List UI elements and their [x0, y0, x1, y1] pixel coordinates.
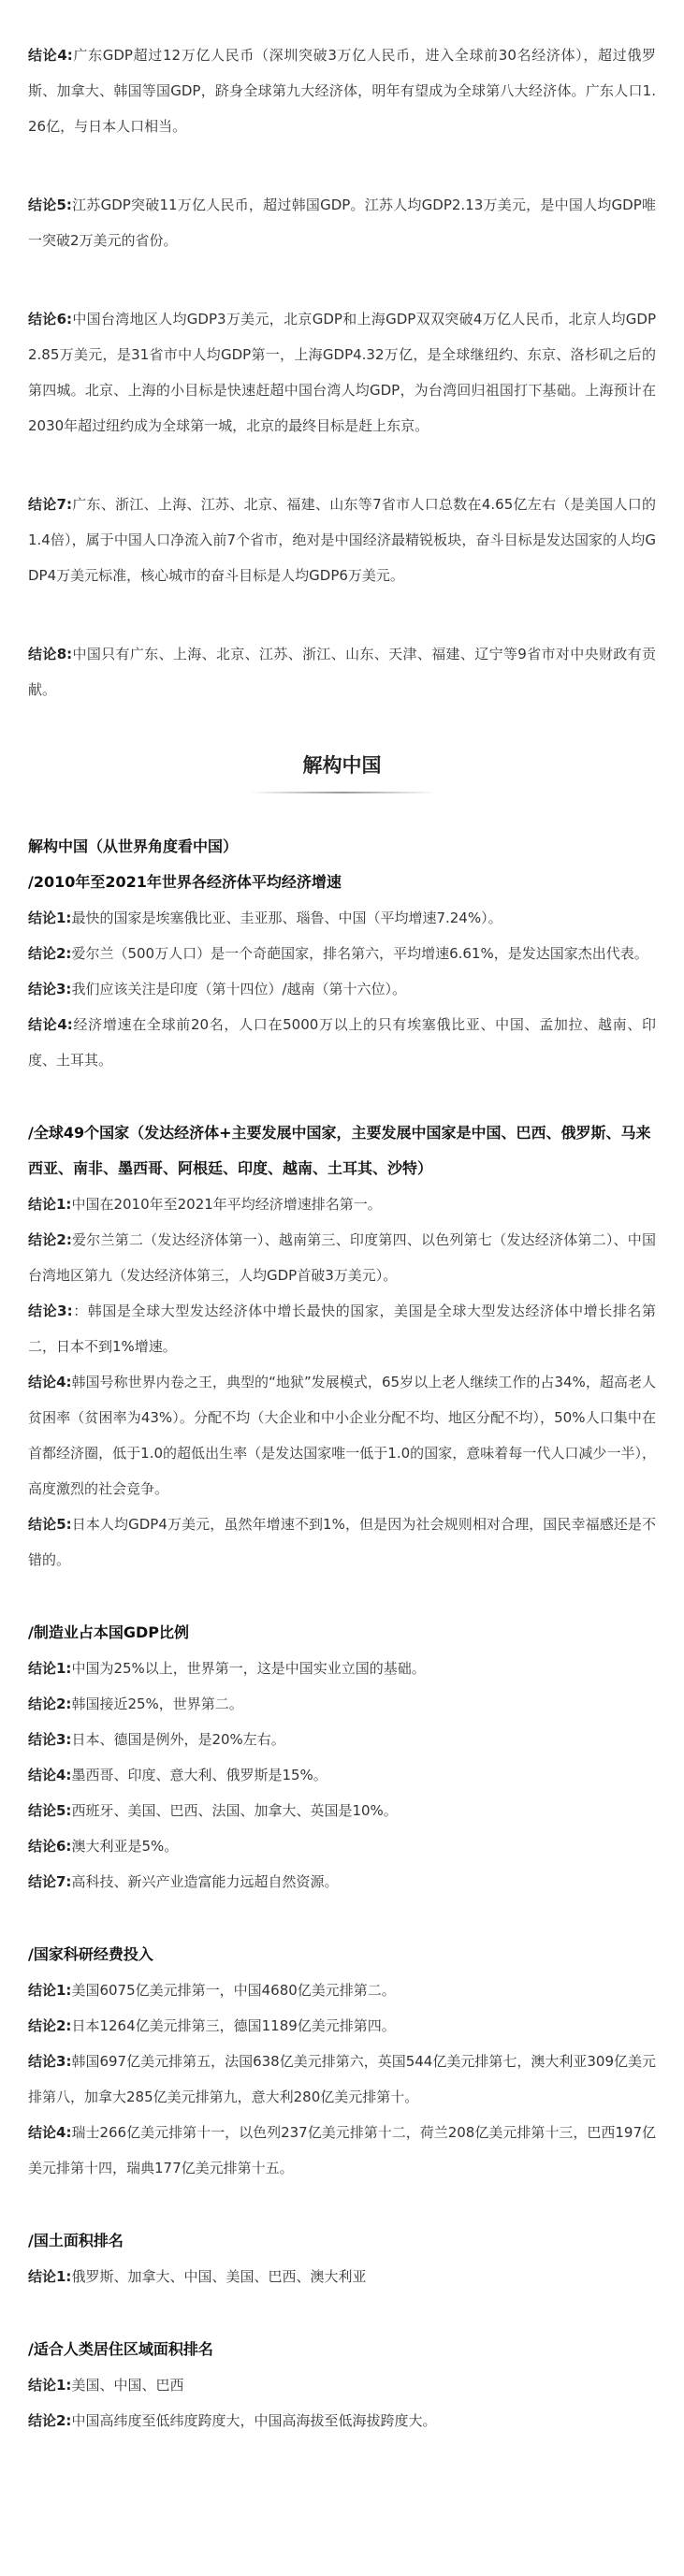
conclusion-text: 瑞士266亿美元排第十一，以色列237亿美元排第十二，荷兰208亿美元排第十三，巴西197亿美元排第十四，瑞典177亿美元排第十五。 — [28, 2124, 656, 2176]
conclusion-label: 结论3: — [28, 2053, 72, 2070]
conclusion-item — [28, 1686, 656, 1722]
conclusion-label: 结论7: — [28, 1873, 72, 1890]
conclusion-item — [28, 1506, 656, 1578]
conclusion-text: 美国、中国、巴西 — [71, 2377, 184, 2394]
conclusion-text: 中国高纬度至低纬度跨度大，中国高海拔至低海拔跨度大。 — [71, 2412, 437, 2429]
conclusion-label: 结论2: — [28, 1696, 72, 1712]
conclusion-item — [28, 1222, 656, 1293]
conclusion-text: 澳大利亚是5%。 — [71, 1838, 179, 1855]
conclusion-item — [28, 1007, 656, 1078]
conclusion-text: 中国为25%以上，世界第一，这是中国实业立国的基础。 — [71, 1660, 426, 1677]
conclusion-item — [28, 301, 656, 444]
main-title-block — [28, 750, 656, 793]
conclusion-item — [28, 2367, 656, 2403]
conclusion-label: 结论5: — [28, 196, 72, 213]
conclusion-item — [28, 971, 656, 1007]
conclusion-item — [28, 487, 656, 593]
section-heading: /适合人类居住区域面积排名 — [28, 2340, 213, 2358]
conclusion-item — [28, 2115, 656, 2186]
conclusion-label: 结论2: — [28, 1231, 72, 1248]
conclusion-label: 结论2: — [28, 945, 72, 962]
conclusion-item — [28, 936, 656, 971]
section-49-countries — [28, 1115, 656, 1578]
conclusion-item — [28, 2259, 656, 2294]
conclusion-label: 结论1: — [28, 1196, 72, 1213]
conclusion-text: 中国只有广东、上海、北京、江苏、浙江、山东、天津、福建、辽宁等9省市对中央财政有贡献。 — [28, 646, 656, 698]
conclusion-label: 结论1: — [28, 2377, 72, 2394]
conclusion-text: 中国台湾地区人均GDP3万美元，北京GDP和上海GDP双双突破4万亿人民币，北京人均GDP2.85万美元，是31省市中人均GDP第一，上海GDP4.32万亿，是全球继纽约、东京、洛杉矶之后的第四城。北京、上海的小目标是快速赶超中国台湾人均GDP，为台湾回归祖国打下基础。上海预计在2030年超过纽约成为全球第一城，北京的最终目标是赶上东京。 — [28, 311, 656, 434]
conclusion-text: 日本、德国是例外，是20%左右。 — [71, 1731, 285, 1748]
conclusion-item — [28, 1722, 656, 1757]
conclusion-text: 江苏GDP突破11万亿人民币，超过韩国GDP。江苏人均GDP2.13万美元，是中国人均GDP唯一突破2万美元的省份。 — [28, 196, 656, 249]
conclusion-item — [28, 1186, 656, 1222]
section-heading: /国土面积排名 — [28, 2232, 124, 2249]
conclusion-text: 日本1264亿美元排第三，德国1189亿美元排第四。 — [71, 2017, 396, 2034]
conclusion-text: 韩国号称世界内卷之王，典型的“地狱”发展模式，65岁以上老人继续工作的占34%，超高老人贫困率（贫困率为43%）。分配不均（大企业和中小企业分配不均、地区分配不均），50%人口集中在首都经济圈，低于1.0的超低出生率（是发达国家唯一低于1.0的国家，意味着每一代人口减少一半），高度激烈的社会竞争。 — [28, 1374, 656, 1497]
conclusion-label: 结论6: — [28, 1838, 72, 1855]
conclusion-label: 结论4: — [28, 2124, 72, 2141]
conclusion-item — [28, 37, 656, 144]
conclusion-text: 日本人均GDP4万美元，虽然年增速不到1%，但是因为社会规则相对合理，国民幸福感还是不错的。 — [28, 1516, 656, 1568]
conclusion-label: 结论1: — [28, 1660, 72, 1677]
conclusion-label: 结论2: — [28, 2412, 72, 2429]
section-heading: /国家科研经费投入 — [28, 1945, 153, 1963]
conclusion-text: 韩国697亿美元排第五，法国638亿美元排第六，英国544亿美元排第七，澳大利亚309亿美元排第八，加拿大285亿美元排第九，意大利280亿美元排第十。 — [28, 2053, 656, 2105]
conclusion-text: 墨西哥、印度、意大利、俄罗斯是15%。 — [71, 1767, 327, 1783]
conclusion-text: 最快的国家是埃塞俄比亚、圭亚那、瑙鲁、中国（平均增速7.24%）。 — [71, 910, 502, 926]
conclusion-item — [28, 2403, 656, 2438]
conclusion-item — [28, 1864, 656, 1899]
conclusion-item — [28, 1364, 656, 1506]
conclusion-text: 西班牙、美国、巴西、法国、加拿大、英国是10%。 — [71, 1802, 398, 1819]
conclusion-label: 结论4: — [28, 47, 73, 64]
conclusion-label: 结论5: — [28, 1516, 72, 1533]
intro-conclusions — [28, 37, 656, 707]
conclusion-item — [28, 1828, 656, 1864]
conclusion-text: 我们应该关注是印度（第十四位）/越南（第十六位）。 — [71, 981, 406, 997]
conclusion-label: 结论3: — [28, 1303, 73, 1319]
conclusion-text: ：韩国是全球大型发达经济体中增长最快的国家，美国是全球大型发达经济体中增长排名第二，日本不到1%增速。 — [28, 1303, 656, 1355]
conclusion-text: 韩国接近25%，世界第二。 — [71, 1696, 243, 1712]
conclusion-label: 结论7: — [28, 496, 72, 513]
conclusion-label: 结论1: — [28, 2268, 72, 2285]
conclusion-label: 结论4: — [28, 1767, 72, 1783]
conclusion-label: 结论3: — [28, 1731, 72, 1748]
conclusion-text: 经济增速在全球前20名，人口在5000万以上的只有埃塞俄比亚、中国、孟加拉、越南、印度、土耳其。 — [28, 1016, 657, 1069]
section-growth-rate — [28, 829, 656, 1078]
conclusion-text: 美国6075亿美元排第一，中国4680亿美元排第二。 — [71, 1982, 396, 1999]
conclusion-item — [28, 187, 656, 258]
section-land-area — [28, 2223, 656, 2294]
conclusion-text: 中国在2010年至2021年平均经济增速排名第一。 — [71, 1196, 382, 1213]
conclusion-label: 结论1: — [28, 910, 72, 926]
conclusion-item — [28, 1757, 656, 1793]
conclusion-text: 爱尔兰第二（发达经济体第一）、越南第三、印度第四、以色列第七（发达经济体第二）、中国台湾地区第九（发达经济体第三，人均GDP首破3万美元）。 — [28, 1231, 656, 1284]
conclusion-label: 结论8: — [28, 646, 73, 662]
conclusion-label: 结论3: — [28, 981, 72, 997]
section-heading: 解构中国（从世界角度看中国） — [28, 837, 239, 855]
conclusion-text: 广东、浙江、上海、江苏、北京、福建、山东等7省市人口总数在4.65亿左右（是美国人口的1.4倍），属于中国人口净流入前7个省市，绝对是中国经济最精锐板块，奋斗目标是发达国家的人均GDP4万美元标准，核心城市的奋斗目标是人均GDP6万美元。 — [28, 496, 657, 584]
conclusion-label: 结论4: — [28, 1016, 73, 1033]
conclusion-text: 高科技、新兴产业造富能力远超自然资源。 — [71, 1873, 339, 1890]
section-rd-spending — [28, 1937, 656, 2186]
conclusion-item — [28, 2008, 656, 2044]
conclusion-item — [28, 1293, 656, 1364]
conclusion-label: 结论5: — [28, 1802, 72, 1819]
conclusion-label: 结论6: — [28, 311, 73, 327]
conclusion-item — [28, 1793, 656, 1828]
conclusion-item — [28, 900, 656, 936]
section-manufacturing — [28, 1615, 656, 1899]
conclusion-item — [28, 636, 656, 707]
conclusion-text: 广东GDP超过12万亿人民币（深圳突破3万亿人民币，进入全球前30名经济体），超过俄罗斯、加拿大、韩国等国GDP，跻身全球第九大经济体，明年有望成为全球第八大经济体。广东人口1.26亿，与日本人口相当。 — [28, 47, 656, 135]
section-heading: /全球49个国家（发达经济体+主要发展中国家，主要发展中国家是中国、巴西、俄罗斯、马来西亚、南非、墨西哥、阿根廷、印度、越南、土耳其、沙特） — [28, 1124, 651, 1177]
title-divider — [249, 792, 436, 793]
conclusion-label: 结论1: — [28, 1982, 72, 1999]
section-habitable-area — [28, 2332, 656, 2438]
main-title: 解构中国 — [302, 754, 382, 777]
conclusion-text: 俄罗斯、加拿大、中国、美国、巴西、澳大利亚 — [71, 2268, 367, 2285]
section-subheading: /2010年至2021年世界各经济体平均经济增速 — [28, 873, 342, 891]
conclusion-label: 结论2: — [28, 2017, 72, 2034]
conclusion-item — [28, 1651, 656, 1686]
section-heading: /制造业占本国GDP比例 — [28, 1623, 189, 1641]
conclusion-label: 结论4: — [28, 1374, 72, 1390]
conclusion-item — [28, 1972, 656, 2008]
conclusion-text: 爱尔兰（500万人口）是一个奇葩国家，排名第六，平均增速6.61%，是发达国家杰出代表。 — [71, 945, 648, 962]
conclusion-item — [28, 2044, 656, 2115]
